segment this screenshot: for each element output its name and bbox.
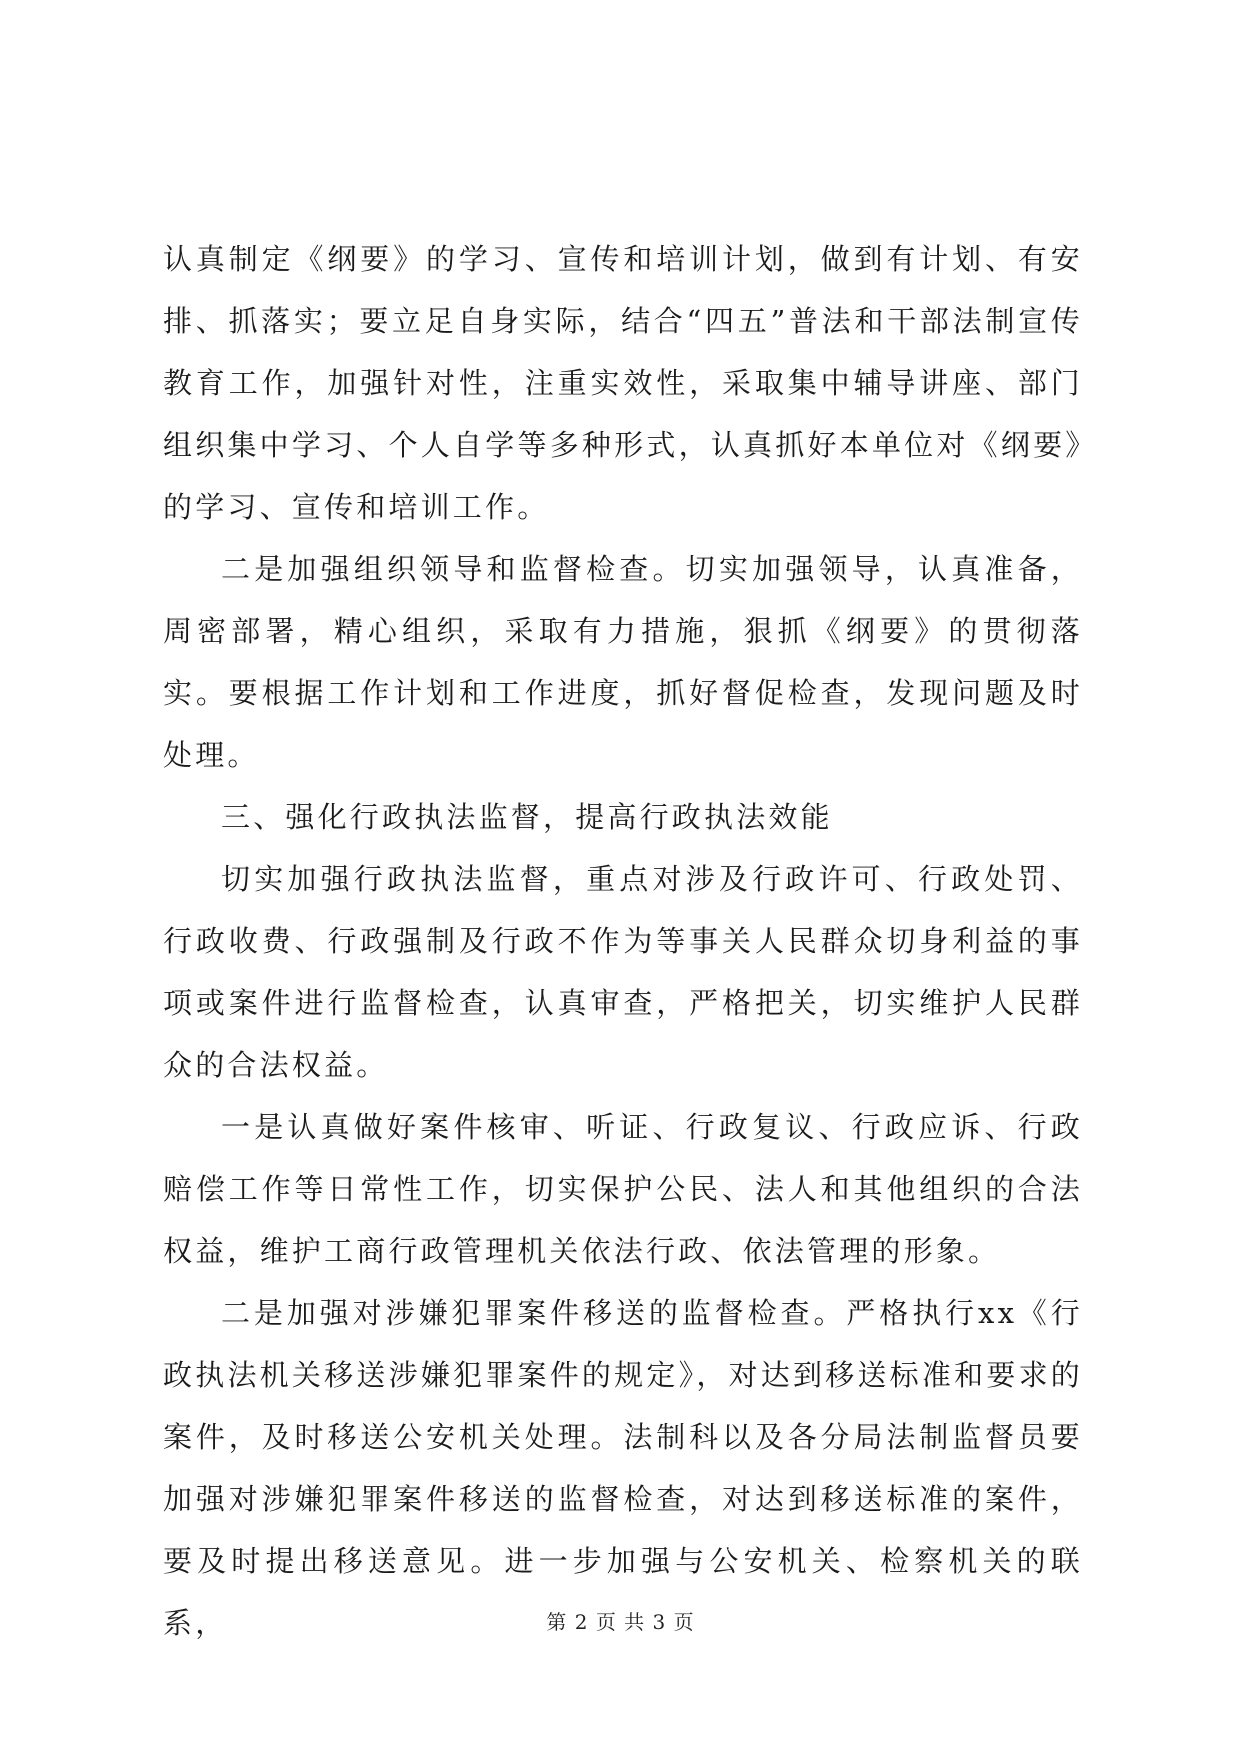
document-body xyxy=(163,228,1083,1654)
paragraph: 一是认真做好案件核审、听证、行政复议、行政应诉、行政赔偿工作等日常性工作，切实保护公民、法人和其他组织的合法权益，维护工商行政管理机关依法行政、依法管理的形象。 xyxy=(163,1110,1083,1268)
paragraph: 切实加强行政执法监督，重点对涉及行政许可、行政处罚、行政收费、行政强制及行政不作为等事关人民群众切身利益的事项或案件进行监督检查，认真审查，严格把关，切实维护人民群众的合法权益。 xyxy=(163,862,1083,1082)
paragraph-continuation: 认真制定《纲要》的学习、宣传和培训计划，做到有计划、有安排、抓落实；要立足自身实际，结合“四五”普法和干部法制宣传教育工作，加强针对性，注重实效性，采取集中辅导讲座、部门组织集中学习、个人自学等多种形式，认真抓好本单位对《纲要》的学习、宣传和培训工作。 xyxy=(163,242,1083,524)
section-heading: 三、强化行政执法监督，提高行政执法效能 xyxy=(221,800,833,834)
paragraph: 二是加强对涉嫌犯罪案件移送的监督检查。严格执行xx《行政执法机关移送涉嫌犯罪案件的规定》，对达到移送标准和要求的案件，及时移送公安机关处理。法制科以及各分局法制监督员要加强对涉嫌犯罪案件移送的监督检查，对达到移送标准的案件，要及时提出移送意见。进一步加强与公安机关、检察机关的联系， xyxy=(163,1296,1083,1640)
page-footer: 第 2 页 共 3 页 xyxy=(546,1610,695,1634)
paragraph: 二是加强组织领导和监督检查。切实加强领导，认真准备，周密部署，精心组织，采取有力措施，狠抓《纲要》的贯彻落实。要根据工作计划和工作进度，抓好督促检查，发现问题及时处理。 xyxy=(163,552,1083,772)
